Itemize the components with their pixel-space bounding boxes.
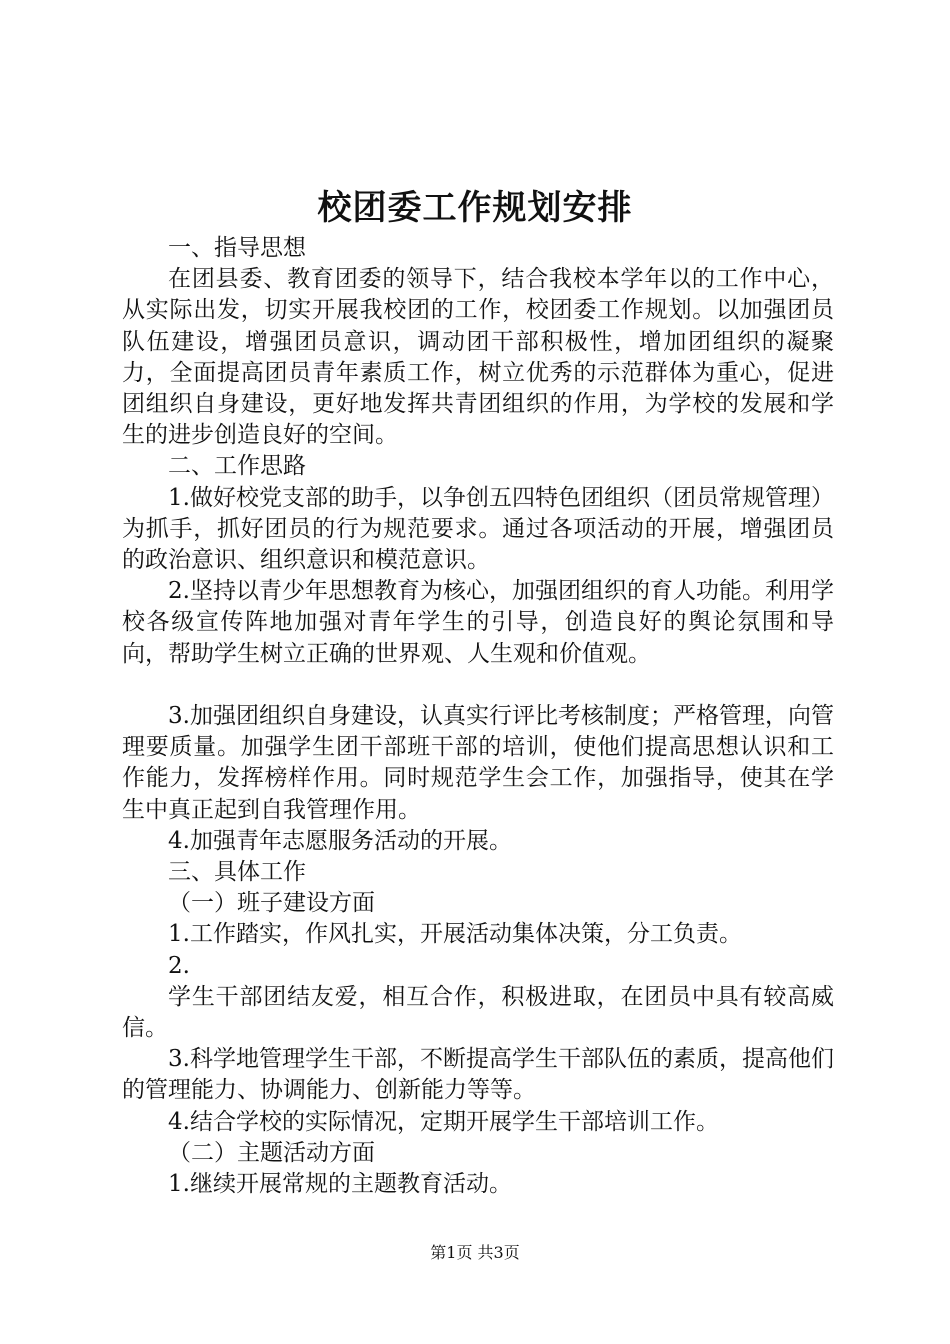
document-body [122, 233, 834, 1200]
subsection-heading-theme-activities: （二）主题活动方面 [168, 1139, 375, 1166]
paragraph-team-2-number: 2. [168, 952, 190, 979]
paragraph-team-4: 4.结合学校的实际情况，定期开展学生干部培训工作。 [168, 1108, 719, 1135]
paragraph-approach-4: 4.加强青年志愿服务活动的开展。 [168, 827, 512, 854]
section-heading-specific-work: 三、具体工作 [168, 859, 306, 886]
section-heading-work-approach: 二、工作思路 [168, 453, 306, 480]
blank-line [122, 670, 834, 701]
paragraph-guiding-ideology: 在团县委、教育团委的领导下，结合我校本学年以的工作中心，从实际出发，切实开展我校团的工作，校团委工作规划。以加强团员队伍建设，增强团员意识，调动团干部积极性，增加团组织的凝聚力，全面提高团员青年素质工作，树立优秀的示范群体为重心，促进团组织自身建设，更好地发挥共青团组织的作用，为学校的发展和学生的进步创造良好的空间。 [122, 266, 834, 449]
section-heading-guiding-ideology: 一、指导思想 [168, 235, 306, 261]
page-footer: 第1页 共3页 [430, 1243, 520, 1262]
paragraph-team-3: 3.科学地管理学生干部，不断提高学生干部队伍的素质，提高他们的管理能力、协调能力、创新能力等等。 [122, 1046, 834, 1104]
subsection-heading-team-building: （一）班子建设方面 [168, 890, 375, 917]
paragraph-theme-1: 1.继续开展常规的主题教育活动。 [168, 1171, 512, 1198]
paragraph-team-2: 学生干部团结友爱，相互合作，积极进取，在团员中具有较高威信。 [122, 983, 834, 1042]
paragraph-team-1: 1.工作踏实，作风扎实，开展活动集体决策，分工负责。 [168, 921, 742, 948]
paragraph-approach-2: 2.坚持以青少年思想教育为核心，加强团组织的育人功能。利用学校各级宣传阵地加强对青年学生的引导，创造良好的舆论氛围和导向，帮助学生树立正确的世界观、人生观和价值观。 [122, 578, 834, 667]
document-title: 校团委工作规划安排 [317, 188, 633, 228]
paragraph-approach-3: 3.加强团组织自身建设，认真实行评比考核制度；严格管理，向管理要质量。加强学生团干部班干部的培训，使他们提高思想认识和工作能力，发挥榜样作用。同时规范学生会工作，加强指导，使其在学生中真正起到自我管理作用。 [122, 703, 834, 823]
paragraph-approach-1: 1.做好校党支部的助手，以争创五四特色团组织（团员常规管理）为抓手，抓好团员的行为规范要求。通过各项活动的开展，增强团员的政治意识、组织意识和模范意识。 [122, 484, 834, 574]
